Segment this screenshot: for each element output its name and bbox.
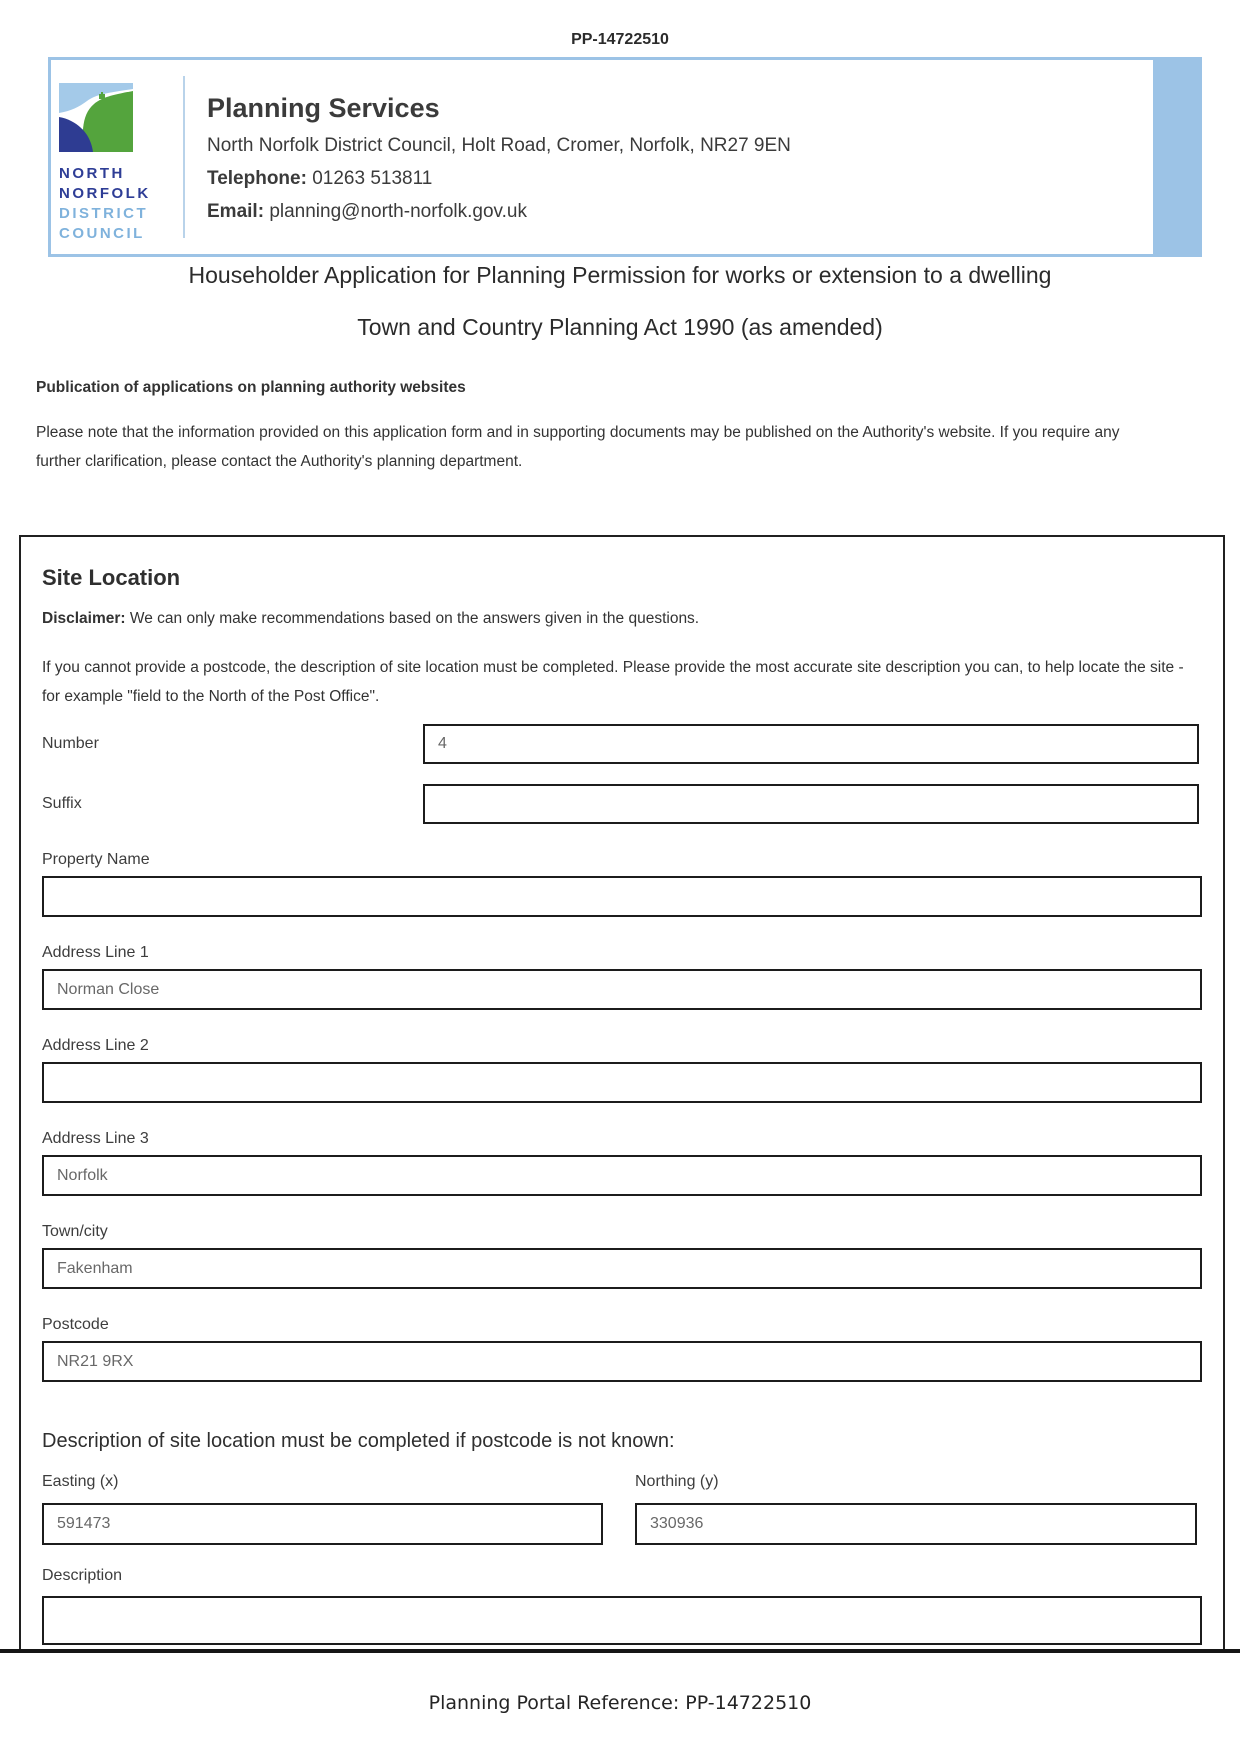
postcode-input[interactable]: [42, 1341, 1202, 1382]
email-value: planning@north-norfolk.gov.uk: [269, 201, 527, 222]
disclaimer-text: [42, 610, 699, 628]
description-textarea[interactable]: [42, 1596, 1202, 1645]
form-subtitle: Town and Country Planning Act 1990 (as amended): [357, 314, 883, 340]
telephone-label: Telephone:: [207, 168, 307, 189]
address-line-2-input[interactable]: [42, 1062, 1202, 1103]
page-break-line: [0, 1649, 1240, 1653]
northing-input[interactable]: [635, 1503, 1197, 1545]
site-location-section: [19, 535, 1225, 1651]
address-line-1-label: Address Line 1: [42, 944, 149, 961]
property-name-input[interactable]: [42, 876, 1202, 917]
publication-heading: Publication of applications on planning authority websites: [36, 379, 466, 396]
postcode-label: Postcode: [42, 1316, 109, 1333]
town-city-label: Town/city: [42, 1223, 108, 1240]
telephone-value: 01263 513811: [312, 168, 433, 189]
planning-portal-reference-top: PP-14722510: [571, 31, 669, 48]
description-label: Description: [42, 1567, 123, 1584]
town-city-input[interactable]: [42, 1248, 1202, 1289]
header-divider: [183, 76, 185, 238]
council-logo-icon: [59, 83, 133, 152]
logo-word-district: DISTRICT: [59, 205, 149, 222]
council-email: [207, 201, 791, 223]
easting-input[interactable]: [42, 1503, 603, 1545]
easting-label: Easting (x): [42, 1473, 119, 1490]
site-location-intro: If you cannot provide a postcode, the description of site location must be completed. Please provide the most accurate site description you can, to help locate the site - for example "field to the North of the Post Office".: [42, 659, 1184, 705]
address-line-3-input[interactable]: [42, 1155, 1202, 1196]
address-line-2-label: Address Line 2: [42, 1037, 149, 1054]
council-header: [48, 57, 1202, 257]
number-input[interactable]: [423, 724, 1199, 764]
suffix-input[interactable]: [423, 784, 1199, 824]
northing-label: Northing (y): [635, 1473, 719, 1490]
council-logo-wordmark: [59, 164, 151, 244]
logo-word-north: NORTH: [59, 165, 125, 182]
disclaimer-label: Disclaimer:: [42, 610, 126, 627]
suffix-label: Suffix: [42, 795, 82, 812]
publication-text: Please note that the information provided on this application form and in supporting documents may be published on the Authority's website. If you require any further clarification, please contact the Authority's planning department.: [36, 424, 1120, 470]
logo-word-norfolk: NORFOLK: [59, 185, 151, 202]
council-telephone: [207, 168, 791, 190]
council-address: North Norfolk District Council, Holt Road, Cromer, Norfolk, NR27 9EN: [207, 135, 791, 156]
planning-portal-reference-footer: Planning Portal Reference: PP-14722510: [428, 1692, 812, 1714]
address-line-1-input[interactable]: [42, 969, 1202, 1010]
description-heading: Description of site location must be completed if postcode is not known:: [42, 1430, 675, 1452]
section-title: Site Location: [42, 565, 181, 590]
email-label: Email:: [207, 201, 265, 222]
number-label: Number: [42, 735, 99, 752]
header-contact-block: [207, 92, 791, 223]
disclaimer-body: We can only make recommendations based on the answers given in the questions.: [125, 610, 700, 627]
form-title: Householder Application for Planning Permission for works or extension to a dwelling: [188, 262, 1052, 288]
department-title: Planning Services: [207, 93, 440, 123]
logo-word-council: COUNCIL: [59, 225, 145, 242]
address-line-3-label: Address Line 3: [42, 1130, 149, 1147]
header-accent-bar: [1153, 60, 1199, 254]
property-name-label: Property Name: [42, 851, 150, 868]
